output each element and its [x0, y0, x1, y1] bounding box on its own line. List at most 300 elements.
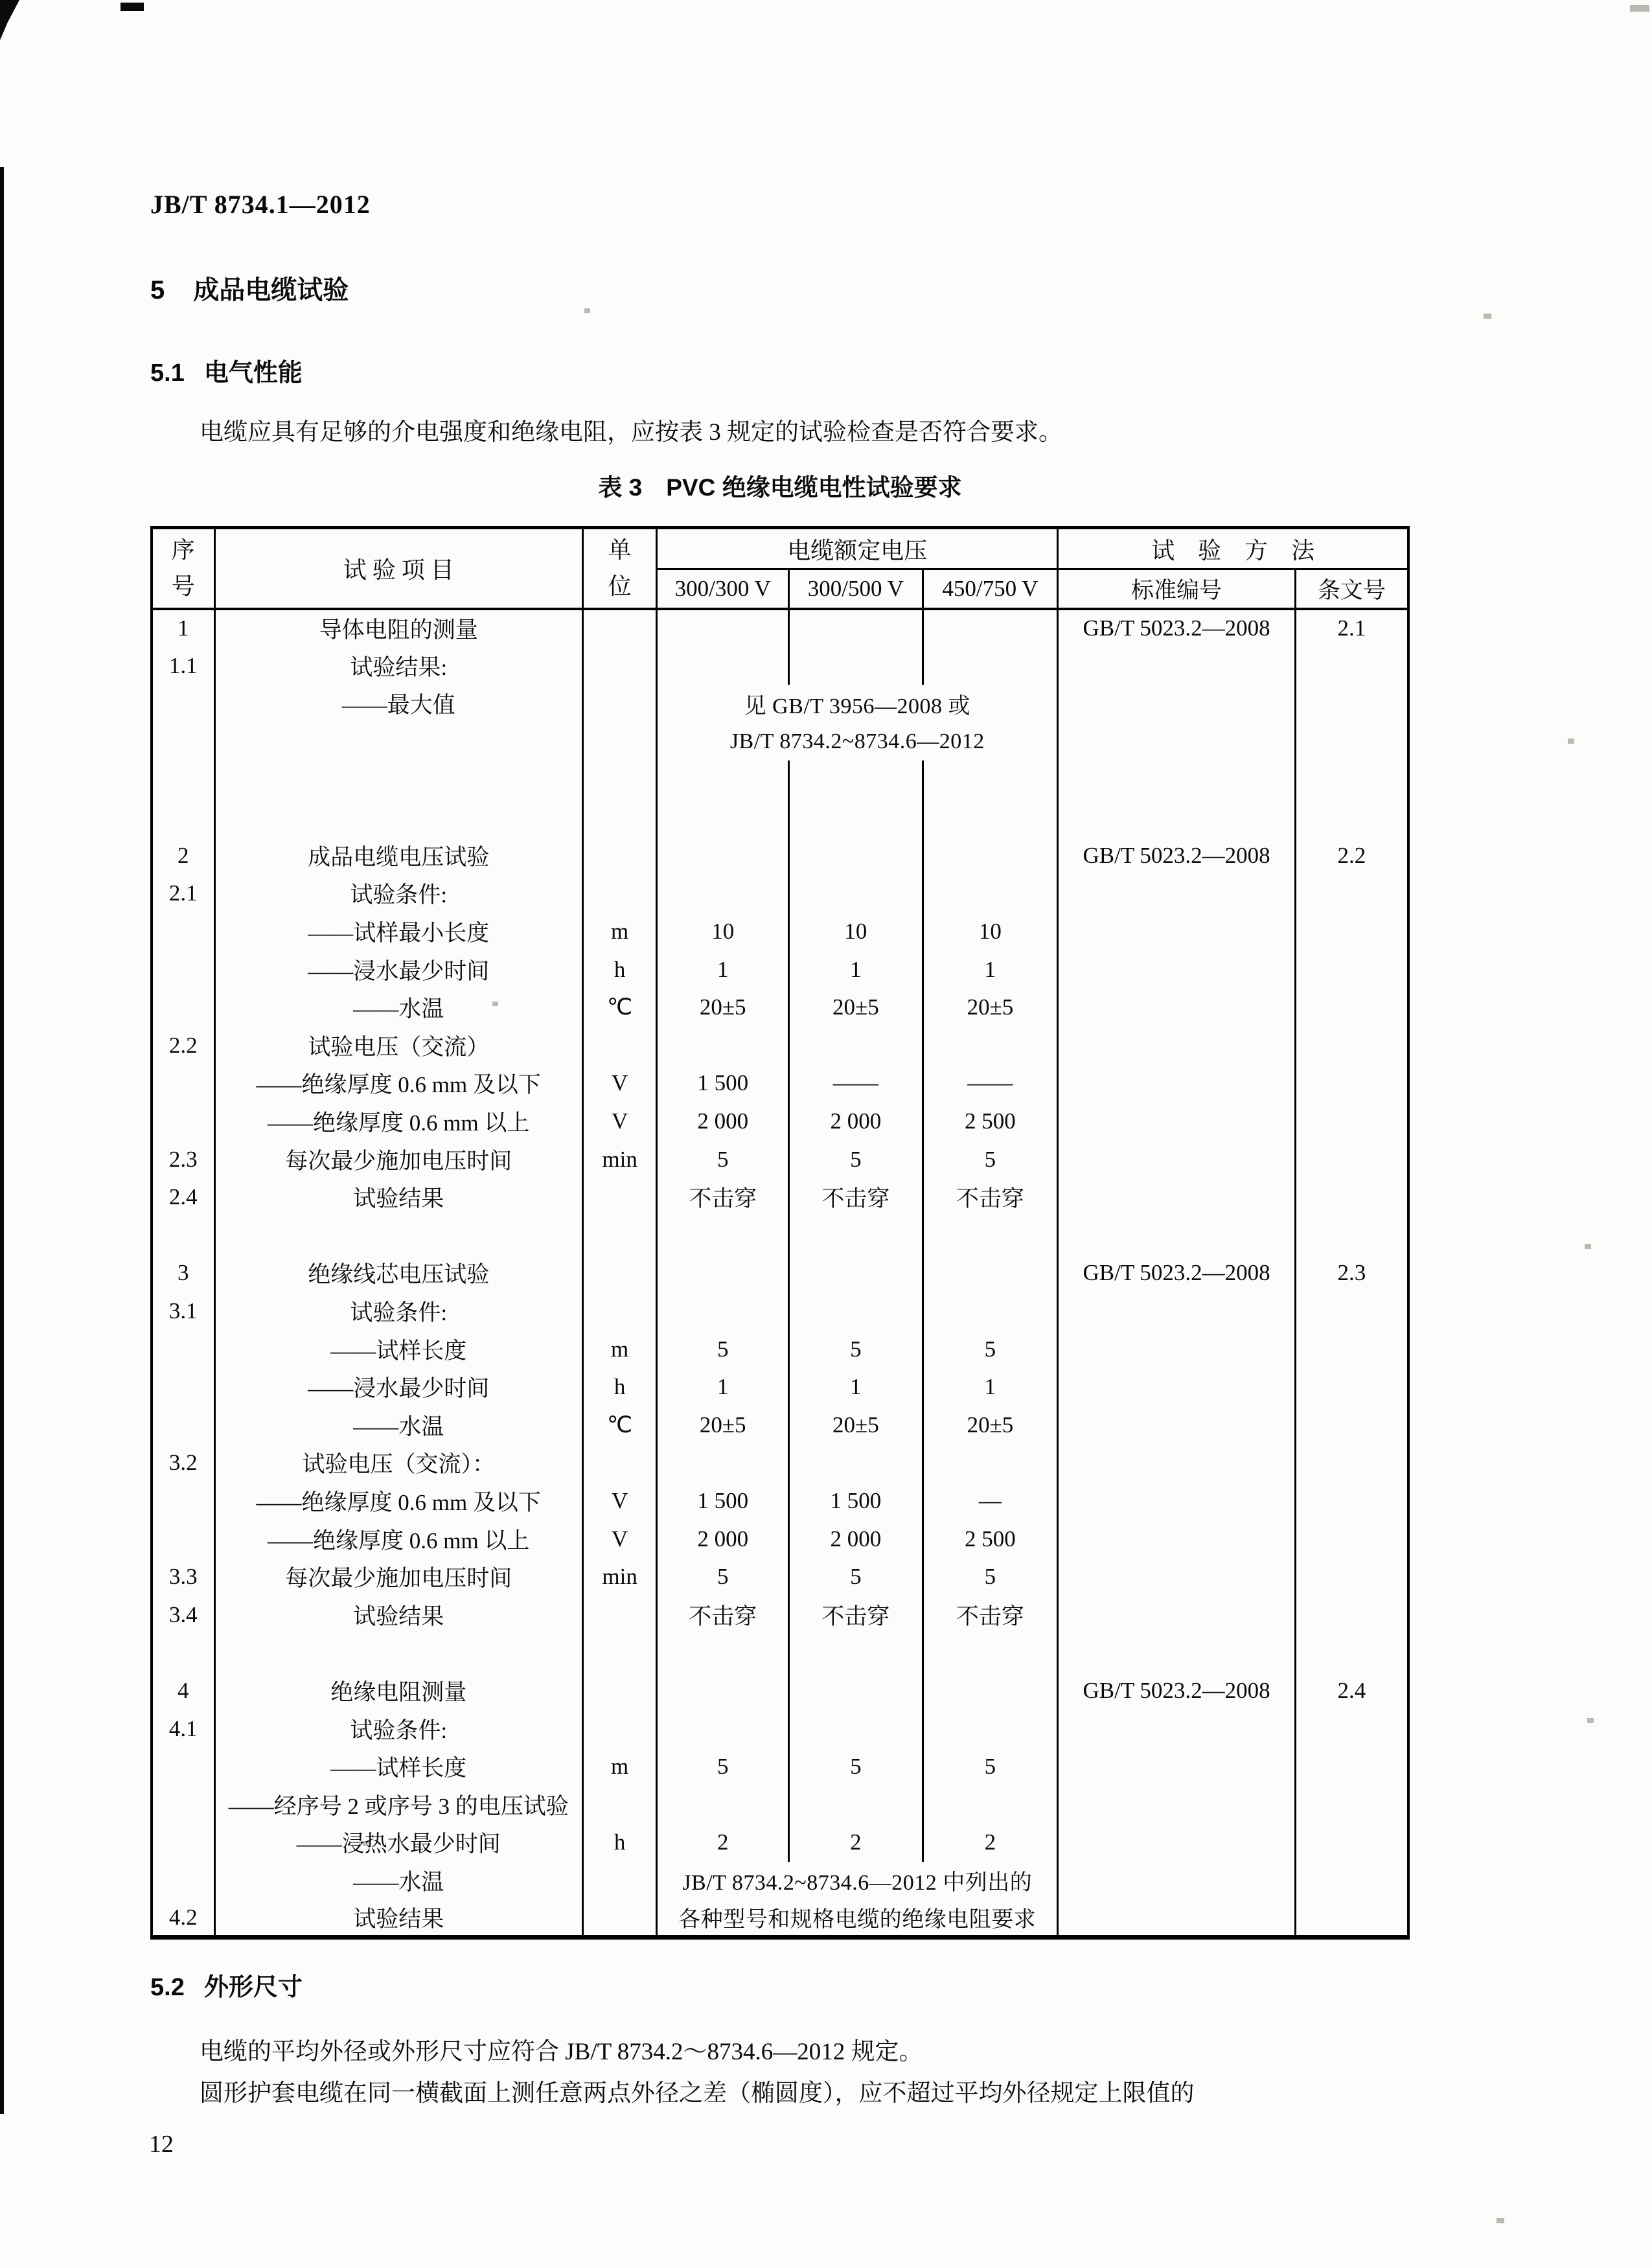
- cell-v450-750: [923, 837, 1058, 875]
- cell-seq: [152, 1520, 214, 1558]
- cell-item: ——浸水最少时间: [214, 1368, 582, 1406]
- table-row: [152, 1140, 1408, 1178]
- doc-code: JB/T 8734.1—2012: [150, 190, 371, 219]
- scan-artifact: [1587, 1718, 1594, 1723]
- cell-clause: [1295, 1444, 1408, 1482]
- cell-v450-750: 2 500: [923, 1103, 1058, 1141]
- cell-standard: [1058, 1103, 1296, 1141]
- cell-unit: [582, 799, 656, 837]
- cell-seq: [152, 1217, 214, 1255]
- cell-item: ——绝缘厚度 0.6 mm 及以下: [214, 1064, 582, 1103]
- cell-seq: 3.2: [168, 1450, 198, 1476]
- cell-unit: h: [582, 1824, 656, 1862]
- cell-clause: [1295, 913, 1408, 951]
- cell-seq: 3.4: [168, 1601, 198, 1627]
- table-title: 表 3 PVC 绝缘电缆电性试验要求: [598, 474, 962, 501]
- cell-unit: [582, 1217, 656, 1255]
- table-row: [152, 837, 1408, 875]
- cell-seq: [152, 761, 214, 799]
- cell-v450-750: [923, 1710, 1058, 1748]
- cell-standard: [1058, 1634, 1296, 1672]
- cell-unit: [582, 1178, 656, 1217]
- cell-clause: [1295, 1217, 1408, 1255]
- section-5-2-number: 5.2: [150, 1974, 185, 2001]
- cell-v300-500: 不击穿: [789, 1178, 923, 1217]
- section-5-2-title: 外形尺寸: [203, 1974, 303, 2001]
- cell-standard: [1058, 1824, 1296, 1862]
- cell-seq: [152, 1824, 214, 1862]
- cell-item: ——水温: [214, 989, 582, 1027]
- section-5-title: 成品电缆试验: [193, 276, 349, 304]
- cell-clause: [1295, 1406, 1408, 1444]
- table-row: [152, 609, 1408, 647]
- cell-v450-750: 5: [923, 1748, 1058, 1786]
- cell-seq: 1.1: [168, 652, 198, 678]
- cell-seq: [152, 1785, 214, 1824]
- cell-v300-300: 10: [657, 913, 789, 951]
- cell-unit: [582, 1862, 656, 1900]
- cell-clause: [1295, 1027, 1408, 1065]
- cell-standard: [1058, 1710, 1296, 1748]
- cell-standard: [1058, 1178, 1296, 1217]
- cell-v450-750: 2 500: [923, 1520, 1058, 1558]
- cell-unit: V: [582, 1482, 656, 1520]
- cell-v300-300: [657, 1785, 789, 1824]
- cell-unit: [582, 1254, 656, 1292]
- cell-v300-300: 5: [657, 1330, 789, 1368]
- cell-item: 试验结果: [214, 1596, 582, 1634]
- scan-artifact: [1630, 5, 1649, 12]
- table-row: [152, 1292, 1408, 1331]
- cell-standard: [1058, 799, 1296, 837]
- col-header-v300-500: 300/500 V: [789, 569, 923, 610]
- cell-seq: [152, 1862, 214, 1900]
- cell-v300-500: [789, 647, 923, 685]
- cell-clause: [1295, 1064, 1408, 1103]
- cell-item: ——绝缘厚度 0.6 mm 及以下: [214, 1482, 582, 1520]
- col-header-v450-750: 450/750 V: [923, 569, 1058, 610]
- col-header-unit: [582, 528, 656, 610]
- cell-item: ——最大值: [214, 685, 582, 723]
- cell-v450-750: [923, 1292, 1058, 1331]
- table-row: [152, 1785, 1408, 1824]
- cell-seq: 3.1: [168, 1298, 198, 1323]
- cell-item: 试验条件:: [214, 1710, 582, 1748]
- cell-unit: [582, 837, 656, 875]
- cell-v300-300: 1: [657, 950, 789, 989]
- col-header-v300-300: 300/300 V: [657, 569, 789, 610]
- section-5-1-title: 电气性能: [203, 360, 303, 387]
- cell-standard: [1058, 1596, 1296, 1634]
- cell-clause: [1295, 1140, 1408, 1178]
- cell-v300-300: [657, 609, 789, 647]
- cell-seq: 4.1: [168, 1715, 198, 1741]
- col-header-voltage-group: 电缆额定电压: [657, 528, 1058, 569]
- table-body: [152, 609, 1408, 1938]
- cell-v300-300: [657, 875, 789, 913]
- cell-merged-voltage: 见 GB/T 3956—2008 或: [657, 685, 1058, 723]
- cell-v300-500: 1: [789, 950, 923, 989]
- cell-v450-750: 5: [923, 1330, 1058, 1368]
- cell-standard: [1058, 1558, 1296, 1596]
- cell-item: 试验电压（交流）：: [214, 1444, 582, 1482]
- cell-standard: [1058, 1444, 1296, 1482]
- table-row: [152, 875, 1408, 913]
- cell-merged-voltage: JB/T 8734.2~8734.6—2012: [657, 723, 1058, 761]
- dimension-paragraph-1: 电缆的平均外径或外形尺寸应符合 JB/T 8734.2～8734.6—2012 规定。: [200, 2039, 923, 2065]
- cell-v300-300: 5: [657, 1748, 789, 1786]
- cell-item: 每次最少施加电压时间: [214, 1558, 582, 1596]
- scan-edge-bar: [0, 167, 4, 2114]
- cell-clause: 2.3: [1295, 1254, 1408, 1292]
- cell-seq: [152, 1748, 214, 1786]
- cell-v450-750: [923, 647, 1058, 685]
- table-row: [152, 1178, 1408, 1217]
- table-row: [152, 1748, 1408, 1786]
- cell-v300-500: [789, 1710, 923, 1748]
- cell-v300-300: 1: [657, 1368, 789, 1406]
- cell-v450-750: 不击穿: [923, 1178, 1058, 1217]
- scan-artifact: [0, 0, 19, 40]
- cell-v300-500: [789, 837, 923, 875]
- col-header-seq: [152, 528, 214, 610]
- scan-artifact: [1585, 1244, 1591, 1249]
- cell-clause: [1295, 950, 1408, 989]
- cell-v300-300: 5: [657, 1558, 789, 1596]
- cell-v450-750: [923, 1785, 1058, 1824]
- cell-v450-750: ——: [923, 1064, 1058, 1103]
- table-row: [152, 913, 1408, 951]
- cell-v300-300: [657, 761, 789, 799]
- cell-item: [214, 1217, 582, 1255]
- section-5-1-heading: [150, 352, 303, 388]
- cell-v300-300: [657, 1672, 789, 1710]
- cell-standard: [1058, 1520, 1296, 1558]
- cell-seq: [152, 950, 214, 989]
- cell-standard: GB/T 5023.2—2008: [1058, 837, 1296, 875]
- table-row: [152, 989, 1408, 1027]
- cell-standard: [1058, 1899, 1296, 1938]
- cell-clause: [1295, 1482, 1408, 1520]
- cell-item: ——试样长度: [214, 1330, 582, 1368]
- cell-v300-500: [789, 1217, 923, 1255]
- cell-v450-750: [923, 1027, 1058, 1065]
- section-5-number: 5: [150, 276, 165, 304]
- cell-clause: [1295, 1368, 1408, 1406]
- cell-unit: V: [582, 1064, 656, 1103]
- table-row: [152, 1444, 1408, 1482]
- cell-v300-500: 5: [789, 1330, 923, 1368]
- cell-clause: [1295, 1862, 1408, 1900]
- col-header-unit-line2: 位: [608, 573, 632, 599]
- scan-artifact: [1497, 2218, 1504, 2223]
- cell-item: ——水温: [214, 1862, 582, 1900]
- cell-v450-750: 5: [923, 1140, 1058, 1178]
- cell-v450-750: [923, 1217, 1058, 1255]
- cell-seq: [152, 989, 214, 1027]
- cell-clause: [1295, 1748, 1408, 1786]
- cell-item: ——绝缘厚度 0.6 mm 以上: [214, 1520, 582, 1558]
- cell-item: ——试样最小长度: [214, 913, 582, 951]
- cell-standard: [1058, 989, 1296, 1027]
- table-row: [152, 1634, 1408, 1672]
- cell-v300-300: 不击穿: [657, 1178, 789, 1217]
- cell-unit: m: [582, 913, 656, 951]
- cell-v450-750: [923, 875, 1058, 913]
- cell-unit: [582, 685, 656, 723]
- table-row: [152, 1406, 1408, 1444]
- col-header-item: 试 验 项 目: [214, 528, 582, 610]
- cell-unit: h: [582, 1368, 656, 1406]
- table-row: [152, 1064, 1408, 1103]
- cell-clause: [1295, 989, 1408, 1027]
- cell-seq: 2.1: [168, 880, 198, 906]
- cell-item: 试验条件:: [214, 1292, 582, 1331]
- table-row: [152, 799, 1408, 837]
- cell-unit: [582, 1899, 656, 1938]
- cell-v300-500: 5: [789, 1140, 923, 1178]
- cell-unit: [582, 609, 656, 647]
- test-requirements-table: [150, 526, 1410, 1940]
- cell-clause: [1295, 1103, 1408, 1141]
- cell-item: ——试样长度: [214, 1748, 582, 1786]
- cell-item: [214, 799, 582, 837]
- cell-item: 导体电阻的测量: [214, 609, 582, 647]
- cell-unit: min: [582, 1140, 656, 1178]
- cell-standard: [1058, 1406, 1296, 1444]
- cell-v300-300: [657, 1292, 789, 1331]
- cell-unit: [582, 723, 656, 761]
- cell-v300-500: 20±5: [789, 989, 923, 1027]
- table-row: [152, 1368, 1408, 1406]
- cell-v300-300: [657, 1634, 789, 1672]
- cell-clause: [1295, 1558, 1408, 1596]
- cell-unit: [582, 1444, 656, 1482]
- table-row: [152, 1254, 1408, 1292]
- table-row: [152, 647, 1408, 685]
- cell-seq: 1: [178, 615, 189, 641]
- cell-clause: [1295, 1899, 1408, 1938]
- cell-v300-300: 2: [657, 1824, 789, 1862]
- cell-v300-500: [789, 761, 923, 799]
- cell-unit: [582, 761, 656, 799]
- cell-standard: [1058, 1064, 1296, 1103]
- col-header-seq-line2: 号: [171, 573, 195, 599]
- cell-standard: GB/T 5023.2—2008: [1058, 609, 1296, 647]
- table-row: [152, 950, 1408, 989]
- cell-unit: ℃: [582, 989, 656, 1027]
- cell-v300-500: 2 000: [789, 1103, 923, 1141]
- cell-seq: 4.2: [168, 1904, 198, 1930]
- scan-artifact: [1484, 314, 1491, 319]
- cell-seq: [152, 1368, 214, 1406]
- cell-unit: [582, 647, 656, 685]
- dimension-paragraph-2: 圆形护套电缆在同一横截面上测任意两点外径之差（椭圆度），应不超过平均外径规定上限值的: [200, 2080, 1195, 2107]
- cell-v300-500: 20±5: [789, 1406, 923, 1444]
- cell-item: 试验结果: [214, 1178, 582, 1217]
- cell-clause: [1295, 723, 1408, 761]
- cell-unit: [582, 1672, 656, 1710]
- cell-standard: [1058, 875, 1296, 913]
- cell-v300-500: 1 500: [789, 1482, 923, 1520]
- table-row: [152, 1027, 1408, 1065]
- table-row: [152, 1558, 1408, 1596]
- cell-clause: [1295, 1710, 1408, 1748]
- cell-seq: 2.2: [168, 1032, 198, 1058]
- cell-clause: [1295, 1292, 1408, 1331]
- cell-v450-750: [923, 609, 1058, 647]
- cell-unit: V: [582, 1103, 656, 1141]
- table-row: [152, 723, 1408, 761]
- col-header-clause: 条文号: [1295, 569, 1408, 610]
- cell-unit: [582, 1634, 656, 1672]
- cell-seq: [152, 1406, 214, 1444]
- cell-seq: [152, 913, 214, 951]
- cell-v300-500: 2 000: [789, 1520, 923, 1558]
- cell-v450-750: [923, 1254, 1058, 1292]
- cell-v300-500: [789, 1254, 923, 1292]
- cell-standard: [1058, 1862, 1296, 1900]
- table-row: [152, 685, 1408, 723]
- cell-merged-voltage: 各种型号和规格电缆的绝缘电阻要求: [657, 1899, 1058, 1938]
- cell-item: 成品电缆电压试验: [214, 837, 582, 875]
- cell-v300-500: [789, 799, 923, 837]
- cell-v450-750: 10: [923, 913, 1058, 951]
- cell-standard: [1058, 913, 1296, 951]
- cell-standard: [1058, 1217, 1296, 1255]
- cell-clause: 2.2: [1295, 837, 1408, 875]
- table-row: [152, 1899, 1408, 1938]
- cell-clause: [1295, 1634, 1408, 1672]
- cell-v300-300: [657, 799, 789, 837]
- table-row: [152, 1824, 1408, 1862]
- scan-artifact: [1568, 739, 1574, 744]
- cell-v300-300: 5: [657, 1140, 789, 1178]
- cell-seq: [152, 723, 214, 761]
- col-header-seq-line1: 序: [171, 536, 195, 563]
- cell-standard: [1058, 1140, 1296, 1178]
- cell-v450-750: 1: [923, 1368, 1058, 1406]
- cell-item: [214, 761, 582, 799]
- cell-v300-500: 5: [789, 1558, 923, 1596]
- cell-item: 试验电压（交流）: [214, 1027, 582, 1065]
- cell-v300-500: 2: [789, 1824, 923, 1862]
- cell-standard: [1058, 1785, 1296, 1824]
- cell-unit: [582, 1596, 656, 1634]
- cell-clause: [1295, 761, 1408, 799]
- scan-artifact: [584, 308, 590, 313]
- cell-item: 每次最少施加电压时间: [214, 1140, 582, 1178]
- cell-seq: [152, 1330, 214, 1368]
- cell-clause: [1295, 875, 1408, 913]
- cell-item: [214, 1634, 582, 1672]
- cell-seq: [152, 1482, 214, 1520]
- table-row: [152, 1217, 1408, 1255]
- cell-unit: [582, 875, 656, 913]
- cell-v450-750: 1: [923, 950, 1058, 989]
- cell-clause: [1295, 799, 1408, 837]
- cell-v300-300: 1 500: [657, 1482, 789, 1520]
- cell-standard: [1058, 1330, 1296, 1368]
- scan-artifact: [120, 3, 144, 11]
- cell-item: ——绝缘厚度 0.6 mm 以上: [214, 1103, 582, 1141]
- table-header-row-1: [152, 528, 1408, 569]
- cell-seq: 3: [178, 1260, 189, 1286]
- cell-unit: [582, 1292, 656, 1331]
- page-number: 12: [149, 2131, 174, 2158]
- section-5-1-number: 5.1: [150, 360, 185, 387]
- table-row: [152, 1596, 1408, 1634]
- cell-v300-300: [657, 647, 789, 685]
- cell-v450-750: [923, 761, 1058, 799]
- cell-v450-750: 2: [923, 1824, 1058, 1862]
- cell-unit: h: [582, 950, 656, 989]
- cell-standard: [1058, 1292, 1296, 1331]
- cell-item: ——浸水最少时间: [214, 950, 582, 989]
- cell-seq: [152, 685, 214, 723]
- cell-seq: [152, 1634, 214, 1672]
- cell-v300-300: [657, 1027, 789, 1065]
- cell-item: 绝缘线芯电压试验: [214, 1254, 582, 1292]
- cell-item: ——浸热水最少时间: [214, 1824, 582, 1862]
- cell-standard: [1058, 1027, 1296, 1065]
- cell-clause: [1295, 1178, 1408, 1217]
- col-header-unit-line1: 单: [608, 536, 632, 563]
- cell-clause: [1295, 1824, 1408, 1862]
- cell-clause: 2.4: [1295, 1672, 1408, 1710]
- cell-v300-500: ——: [789, 1064, 923, 1103]
- table-row: [152, 1672, 1408, 1710]
- cell-v300-300: 20±5: [657, 1406, 789, 1444]
- cell-standard: [1058, 1482, 1296, 1520]
- cell-item: 绝缘电阻测量: [214, 1672, 582, 1710]
- cell-v300-500: 5: [789, 1748, 923, 1786]
- table-row: [152, 1330, 1408, 1368]
- cell-unit: m: [582, 1330, 656, 1368]
- table-row: [152, 1862, 1408, 1900]
- cell-v300-300: 1 500: [657, 1064, 789, 1103]
- table-row: [152, 1103, 1408, 1141]
- cell-v300-300: 20±5: [657, 989, 789, 1027]
- cell-standard: [1058, 723, 1296, 761]
- cell-unit: [582, 1027, 656, 1065]
- section-5-2-heading: [150, 1967, 303, 2002]
- cell-v300-500: [789, 875, 923, 913]
- cell-v300-300: [657, 1710, 789, 1748]
- cell-standard: [1058, 950, 1296, 989]
- cell-v450-750: 20±5: [923, 989, 1058, 1027]
- cell-v450-750: 不击穿: [923, 1596, 1058, 1634]
- cell-standard: [1058, 761, 1296, 799]
- cell-v450-750: [923, 1444, 1058, 1482]
- cell-unit: m: [582, 1748, 656, 1786]
- cell-v300-300: 2 000: [657, 1520, 789, 1558]
- cell-v300-300: [657, 1444, 789, 1482]
- cell-unit: [582, 1710, 656, 1748]
- cell-v300-500: [789, 1444, 923, 1482]
- cell-unit: V: [582, 1520, 656, 1558]
- cell-seq: [152, 1064, 214, 1103]
- cell-v300-300: [657, 837, 789, 875]
- cell-clause: 2.1: [1295, 609, 1408, 647]
- cell-standard: [1058, 685, 1296, 723]
- section-5-heading: [150, 269, 349, 306]
- cell-standard: [1058, 647, 1296, 685]
- cell-seq: [152, 799, 214, 837]
- cell-v300-500: [789, 609, 923, 647]
- cell-v300-300: [657, 1254, 789, 1292]
- cell-v300-500: [789, 1672, 923, 1710]
